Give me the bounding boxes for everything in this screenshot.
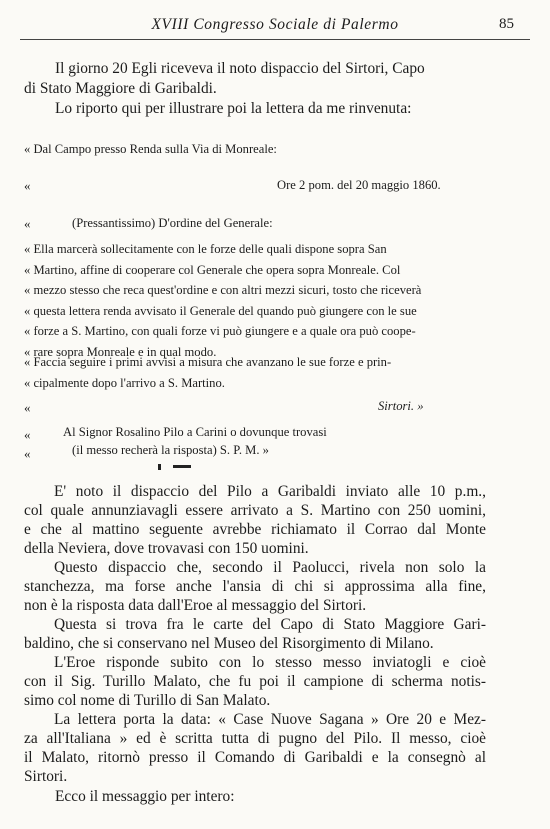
quote-mark: « (24, 178, 31, 193)
running-title: XVIII Congresso Sociale di Palermo (151, 16, 399, 33)
body-p1-line-2: col quale annunziavagli essere arrivato a S. Martino con 250 uomini, (24, 502, 486, 519)
body-p2-line-2: stanchezza, ma forse anche l'ansia di chi si approssima alla fine, (24, 578, 486, 595)
body-p3-line-1: Questa si trova fra le carte del Capo di Stato Maggiore Gari- (54, 616, 486, 633)
quote-mark: « (24, 400, 31, 415)
letter-location: « Dal Campo presso Renda sulla Via di Monreale: (24, 142, 277, 156)
body-p3-line-2: baldino, che si conservano nel Museo del Risorgimento di Milano. (24, 635, 434, 652)
quote-mark: « (24, 446, 31, 461)
letter-address-1: Al Signor Rosalino Pilo a Carini o dovunque trovasi (63, 425, 327, 439)
letter-paragraph-2: « Faccia seguire i primi avvisi a misura che avanzano le sue forze e prin- « cipalmente dopo l'arrivo a S. Martino. (24, 355, 392, 390)
body-p1-line-3: e che al mattino seguente avrebbe richiamato il Corrao dal Monte (24, 521, 486, 538)
body-p5-line-2: za all'Italiana » ed è scritta tutta di pugno del Pilo. Il messo, cioè (24, 730, 486, 747)
separator-mark (173, 465, 191, 468)
letter-signature: Sirtori. » (378, 399, 424, 413)
letter-paragraph-1: « Ella marcerà sollecitamente con le forze delle quali dispone sopra San « Martino, affine di cooperare col Generale che opera sopra Monreale. Col « mezzo stesso che reca quest'ordine e con altri mezzi sicuri, tosto che riceverà « questa lettera renda avvisato il Generale del quando può giungere con le sue « forze a S. Martino, con quali forze vi può giungere e a quale ora può coope- « rare sopra Monreale e in qual modo. (24, 242, 422, 359)
intro-line-1: Il giorno 20 Egli riceveva il noto dispaccio del Sirtori, Capo (55, 60, 425, 77)
quote-mark: « (24, 216, 31, 231)
body-p5-line-1: La lettera porta la data: « Case Nuove Sagana » Ore 20 e Mez- (54, 711, 486, 728)
letter-date: Ore 2 pom. del 20 maggio 1860. (277, 178, 441, 192)
intro-line-3: Lo riporto qui per illustrare poi la lettera da me rinvenuta: (55, 100, 412, 117)
body-p6: Ecco il messaggio per intero: (55, 788, 235, 805)
body-p2-line-1: Questo dispaccio che, secondo il Paolucci, rivela non solo la (54, 559, 486, 576)
letter-address-2: (il messo recherà la risposta) S. P. M. » (72, 443, 269, 457)
header-rule (20, 39, 530, 40)
body-p5-line-3: il Malato, ritornò presso il Comando di Garibaldi e la consegnò al (24, 749, 486, 766)
body-p4-line-1: L'Eroe risponde subito con lo stesso messo inviatogli e cioè (54, 654, 486, 671)
running-header (0, 16, 550, 36)
body-p5-line-4: Sirtori. (24, 768, 68, 785)
body-p1-line-4: della Neviera, dove trovavasi con 150 uomini. (24, 540, 309, 557)
intro-line-2: di Stato Maggiore di Garibaldi. (24, 80, 217, 97)
separator-mark (158, 464, 161, 470)
body-p4-line-2: con il Sig. Turillo Malato, che fu poi il campione di scherma notis- (24, 673, 486, 690)
body-p2-line-3: non è la risposta data dall'Eroe al messaggio del Sirtori. (24, 597, 367, 614)
quote-mark: « (24, 427, 31, 442)
body-p1-line-1: E' noto il dispaccio del Pilo a Garibaldi inviato alle 10 p.m., (54, 483, 486, 500)
page-number: 85 (499, 16, 514, 32)
letter-opening: (Pressantissimo) D'ordine del Generale: (72, 216, 273, 230)
body-p4-line-3: simo col nome di Turillo di San Malato. (24, 692, 271, 709)
